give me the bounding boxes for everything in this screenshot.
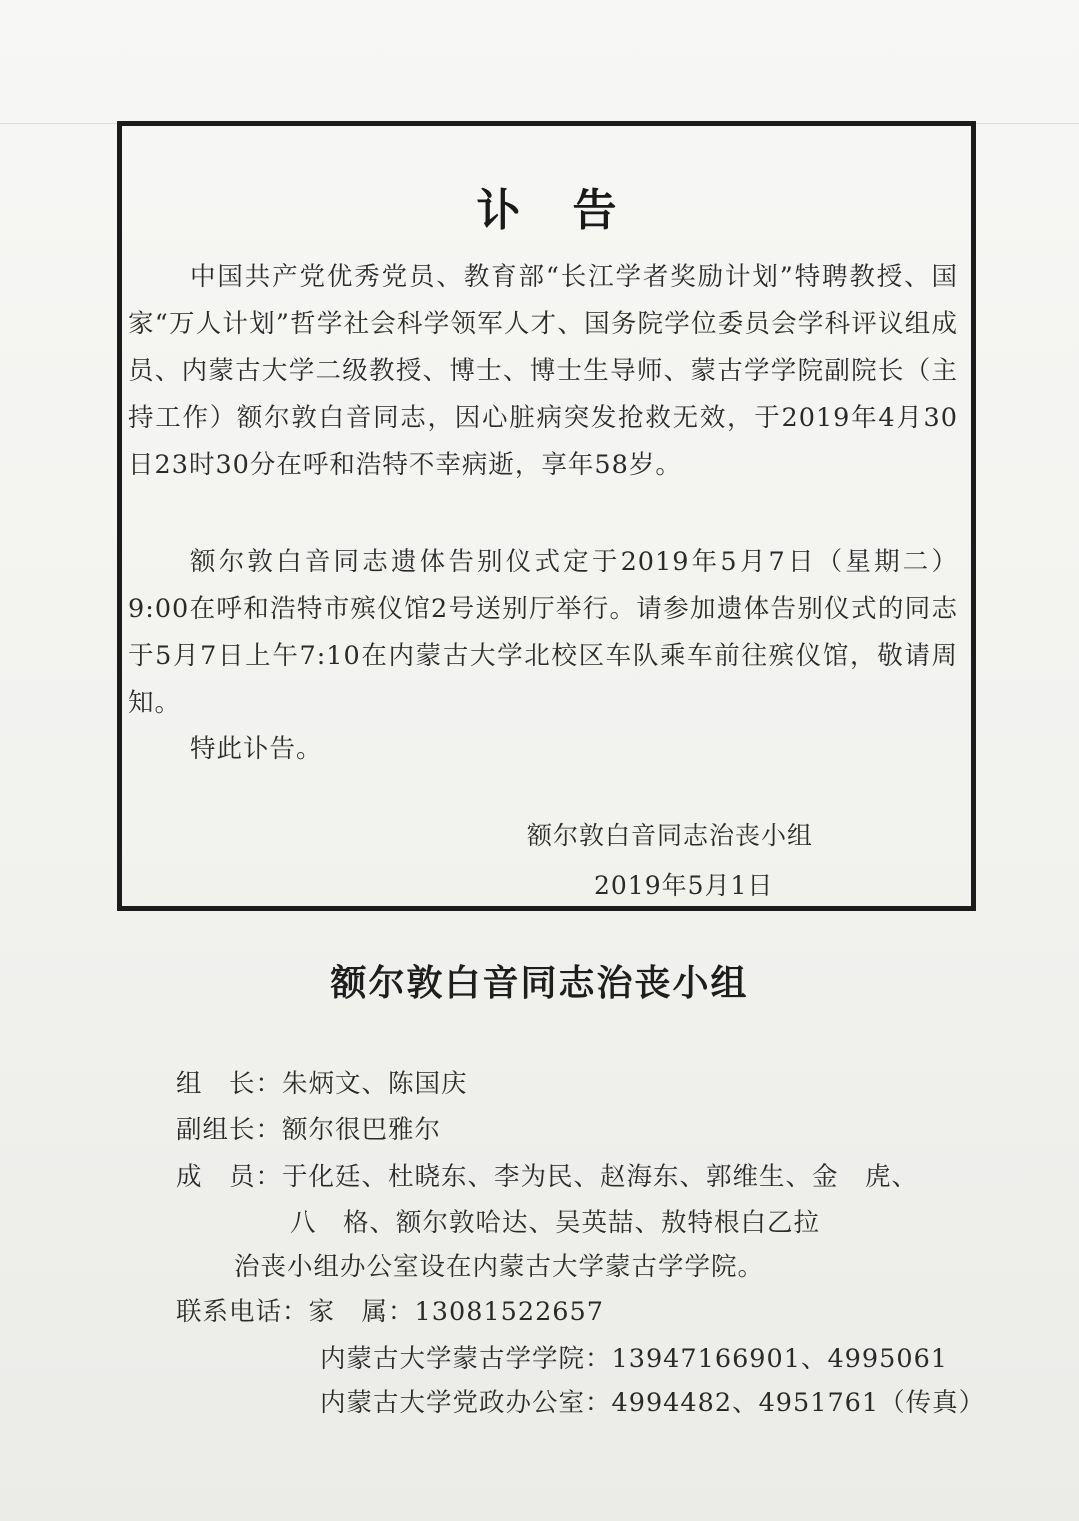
committee-deputy-row <box>176 1110 441 1146</box>
notice-paragraph-1: 中国共产党优秀党员、教育部“长江学者奖励计划”特聘教授、国家“万人计划”哲学社会科学领军人才、国务院学位委员会学科评议组成员、内蒙古大学二级教授、博士、博士生导师、蒙古学学院副院长（主持工作）额尔敦白音同志，因心脏病突发抢救无效，于2019年4月30日23时30分在呼和浩特不幸病逝，享年58岁。 <box>128 262 958 480</box>
members-line-2: 八 格、额尔敦哈达、吴英喆、敖特根白乙拉 <box>290 1208 821 1238</box>
members-label: 成 员： <box>176 1162 283 1192</box>
contact-family-row <box>176 1292 604 1328</box>
notice-paragraph-3: 特此讣告。 <box>190 734 323 764</box>
members-line-1: 于化廷、杜晓东、李为民、赵海东、郭维生、金 虎、 <box>282 1162 919 1192</box>
signature-date: 2019年5月1日 <box>594 871 774 900</box>
deputy-label: 副组长： <box>176 1115 283 1145</box>
committee-heading: 额尔敦白音同志治丧小组 <box>330 963 749 1004</box>
signature-group: 额尔敦白音同志治丧小组 <box>527 821 814 850</box>
committee-leader-row <box>176 1064 468 1100</box>
deputy-name: 额尔很巴雅尔 <box>282 1115 442 1145</box>
committee-members-row-2 <box>290 1203 820 1239</box>
contact-family: 家 属：13081522657 <box>308 1297 604 1327</box>
obituary-notice-box <box>117 121 976 911</box>
contact-office: 内蒙古大学党政办公室：4994482、4951761（传真） <box>320 1388 986 1418</box>
notice-paragraph-2: 额尔敦白音同志遗体告别仪式定于2019年5月7日（星期二）9:00在呼和浩特市殡仪馆2号送别厅举行。请参加遗体告别仪式的同志于5月7日上午7:10在内蒙古大学北校区车队乘车前往殡仪馆，敬请周知。 <box>128 547 958 718</box>
leader-label: 组 长： <box>176 1069 283 1099</box>
contact-label: 联系电话： <box>176 1297 309 1327</box>
notice-title: 讣告 <box>476 185 669 236</box>
committee-members-row <box>176 1157 918 1193</box>
contact-school: 内蒙古大学蒙古学学院：13947166901、4995061 <box>320 1344 949 1374</box>
leader-names: 朱炳文、陈国庆 <box>282 1069 468 1099</box>
office-note: 治丧小组办公室设在内蒙古大学蒙古学学院。 <box>234 1252 765 1282</box>
